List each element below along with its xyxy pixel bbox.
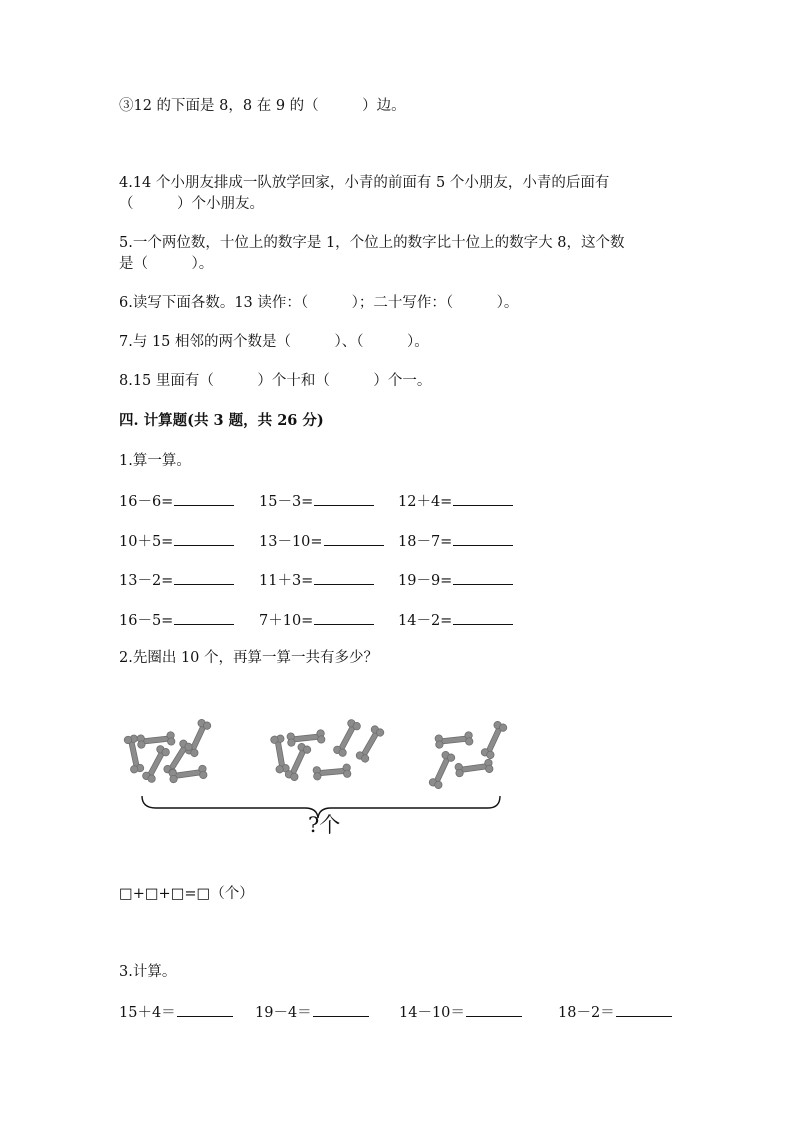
bone-icon: [184, 718, 212, 758]
answer-blank[interactable]: [177, 1001, 233, 1017]
bone-icon: [480, 720, 508, 760]
calc2-equation: □+□+□=□（个）: [119, 886, 254, 902]
answer-blank[interactable]: [616, 1001, 672, 1017]
calc-item: [259, 490, 374, 512]
bone-icon: [313, 764, 351, 781]
expression: 16－5=: [119, 613, 174, 629]
bone-group-1: [124, 718, 212, 783]
question-3-3: ③12 的下面是 8，8 在 9 的（ ）边。: [119, 98, 406, 114]
question-7: 7.与 15 相邻的两个数是（ ）、（ ）。: [119, 334, 429, 350]
calc-item: [558, 1001, 672, 1023]
calc-item: [119, 530, 234, 552]
expression: 15＋4＝: [119, 1005, 176, 1021]
bone-icon: [332, 718, 361, 757]
calc-item: [398, 609, 513, 631]
calc-item: [259, 530, 384, 552]
question-4-line-1: 4.14 个小朋友排成一队放学回家，小青的前面有 5 个小朋友，小青的后面有: [119, 175, 610, 191]
bone-icon: [428, 750, 456, 790]
expression: 10＋5=: [119, 534, 174, 550]
answer-blank[interactable]: [466, 1001, 522, 1017]
calc-item: [119, 490, 234, 512]
answer-blank[interactable]: [174, 530, 234, 546]
bone-icon: [284, 742, 312, 782]
brace-label: ?个: [308, 813, 341, 837]
expression: 14－2=: [398, 613, 453, 629]
answer-blank[interactable]: [453, 530, 513, 546]
bone-icon: [287, 729, 326, 746]
answer-blank[interactable]: [313, 1001, 369, 1017]
calc-item: [119, 609, 234, 631]
answer-blank[interactable]: [174, 609, 234, 625]
question-4-line-2: （ ）个小朋友。: [119, 196, 264, 212]
answer-blank[interactable]: [174, 490, 234, 506]
expression: 7＋10=: [259, 613, 314, 629]
bone-icon: [435, 731, 474, 748]
calc-item: [398, 490, 513, 512]
bone-group-2: [270, 718, 385, 781]
calc-item: [255, 1001, 369, 1023]
calc-item: [399, 1001, 522, 1023]
bone-icon: [270, 734, 290, 773]
bone-icon: [455, 759, 494, 777]
calc-item: [119, 1001, 233, 1023]
expression: 15－3=: [259, 494, 314, 510]
calc-item: [259, 609, 374, 631]
expression: 18－7=: [398, 534, 453, 550]
expression: 19－9=: [398, 573, 453, 589]
bone-group-3: [428, 720, 508, 790]
bone-icon: [137, 731, 176, 748]
answer-blank[interactable]: [324, 530, 384, 546]
expression: 13－2=: [119, 573, 174, 589]
question-5-line-1: 5.一个两位数，十位上的数字是 1，个位上的数字比十位上的数字大 8，这个数: [119, 235, 625, 251]
answer-blank[interactable]: [453, 490, 513, 506]
answer-blank[interactable]: [314, 490, 374, 506]
calc-item: [398, 569, 513, 591]
calc-item: [259, 569, 374, 591]
question-5-line-2: 是（ ）。: [119, 256, 214, 272]
expression: 16－6=: [119, 494, 174, 510]
expression: 14－10＝: [399, 1005, 465, 1021]
calc-item: [398, 530, 513, 552]
expression: 18－2＝: [558, 1005, 615, 1021]
calc1-title: 1.算一算。: [119, 453, 191, 469]
answer-blank[interactable]: [453, 609, 513, 625]
answer-blank[interactable]: [174, 569, 234, 585]
answer-blank[interactable]: [314, 609, 374, 625]
calc2-title: 2.先圈出 10 个，再算一算一共有多少？: [119, 650, 379, 666]
calc-item: [119, 569, 234, 591]
expression: 19－4＝: [255, 1005, 312, 1021]
section-heading: 四. 计算题(共 3 题，共 26 分): [119, 412, 324, 429]
expression: 12＋4=: [398, 494, 453, 510]
question-8: 8.15 里面有（ ）个十和（ ）个一。: [119, 373, 432, 389]
question-6: 6.读写下面各数。13 读作：（ ）；二十写作：（ ）。: [119, 295, 519, 311]
bone-icon: [141, 744, 170, 783]
expression: 13－10=: [259, 534, 323, 550]
answer-blank[interactable]: [453, 569, 513, 585]
calc3-title: 3.计算。: [119, 964, 177, 980]
expression: 11＋3=: [259, 573, 314, 589]
answer-blank[interactable]: [314, 569, 374, 585]
bone-icon: [355, 724, 385, 763]
